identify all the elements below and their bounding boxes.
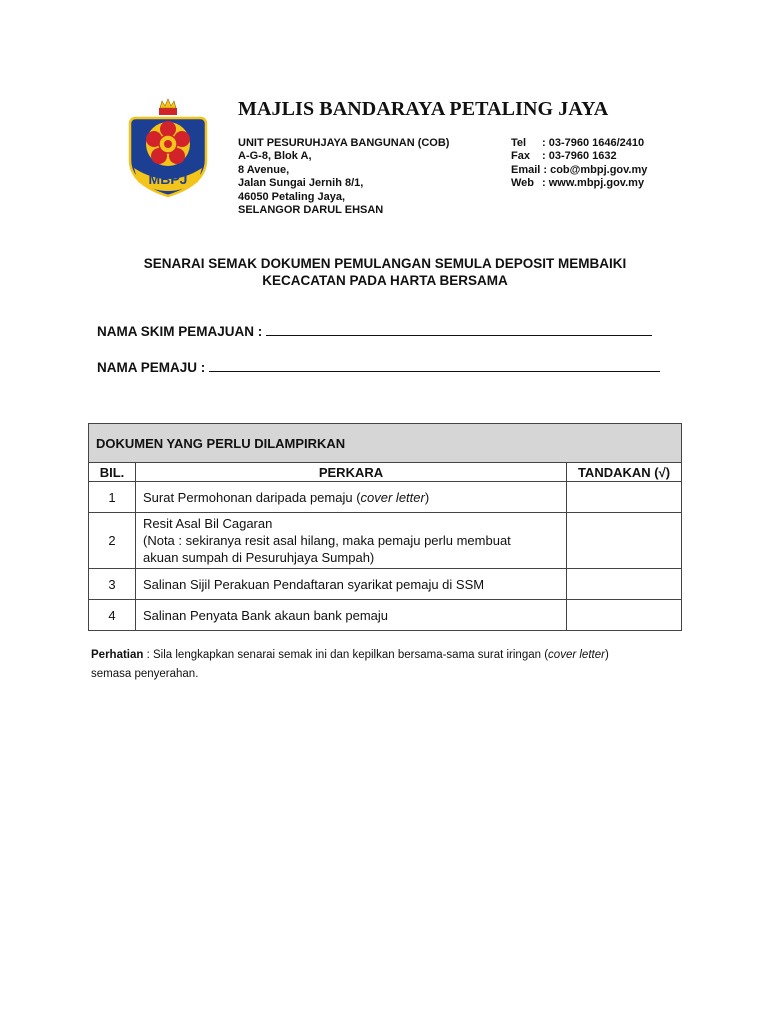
contact-label: Email <box>511 163 541 176</box>
tick-box[interactable] <box>567 513 682 569</box>
row-item-line: (Nota : sekiranya resit asal hilang, maka pemaju perlu membuat <box>143 533 511 548</box>
table-heading-row <box>89 424 682 463</box>
notice-italic: cover letter <box>548 649 605 661</box>
contact-email <box>511 164 647 177</box>
contact-web <box>511 177 647 190</box>
table-row <box>89 569 682 600</box>
address-line: UNIT PESURUHJAYA BANGUNAN (COB) <box>238 137 450 149</box>
row-number: 2 <box>89 513 136 569</box>
address-block <box>238 137 449 217</box>
row-number: 1 <box>89 482 136 513</box>
notice-text-end: ) <box>604 649 609 661</box>
tick-box[interactable] <box>567 482 682 513</box>
notice-line: semasa penyerahan. <box>91 668 199 680</box>
column-header-perkara: PERKARA <box>136 463 567 482</box>
column-header-bil: BIL. <box>89 463 136 482</box>
documents-checklist-table <box>88 423 682 631</box>
scheme-name-label: NAMA SKIM PEMAJUAN : <box>97 324 263 339</box>
notice-paragraph <box>91 646 681 684</box>
contact-block <box>511 137 647 191</box>
table-column-header-row <box>89 463 682 482</box>
developer-name-label: NAMA PEMAJU : <box>97 360 206 375</box>
scheme-name-blank[interactable] <box>266 322 652 336</box>
row-number: 3 <box>89 569 136 600</box>
address-line: 8 Avenue, <box>238 163 290 176</box>
contact-value: : www.mbpj.gov.my <box>542 177 645 190</box>
row-item-line: Resit Asal Bil Cagaran <box>143 516 273 531</box>
address-line: Jalan Sungai Jernih 8/1, <box>238 177 364 190</box>
row-item-text: Surat Permohonan daripada pemaju ( <box>143 489 361 505</box>
row-item-line: akuan sumpah di Pesuruhjaya Sumpah) <box>143 550 375 565</box>
table-row <box>89 513 682 569</box>
scheme-name-field <box>97 322 652 339</box>
contact-label: Web <box>511 177 535 190</box>
organization-title: MAJLIS BANDARAYA PETALING JAYA <box>238 98 609 120</box>
logo-text: MBPJ <box>148 171 188 187</box>
developer-name-field <box>97 358 660 375</box>
row-item-italic: cover letter <box>360 489 425 505</box>
contact-label: Tel <box>511 137 527 149</box>
row-number: 4 <box>89 600 136 631</box>
address-line: A-G-8, Blok A, <box>238 150 312 163</box>
contact-tel <box>511 137 647 150</box>
tick-box[interactable] <box>567 569 682 600</box>
row-item-text-end: ) <box>424 489 430 505</box>
contact-value: : 03-7960 1646/2410 <box>542 137 645 149</box>
contact-value: : 03-7960 1632 <box>542 150 617 163</box>
document-title-line: SENARAI SEMAK DOKUMEN PEMULANGAN SEMULA DEPOSIT MEMBAIKI <box>143 256 627 271</box>
row-item: Salinan Sijil Perakuan Pendaftaran syarikat pemaju di SSM <box>136 569 567 600</box>
crown-icon <box>159 99 177 115</box>
column-header-tandakan: TANDAKAN (√) <box>567 463 682 482</box>
notice-line <box>91 646 681 665</box>
document-title <box>0 255 770 289</box>
mbpj-logo <box>116 98 220 202</box>
notice-label: Perhatian <box>91 649 144 661</box>
table-row <box>89 600 682 631</box>
contact-label: Fax <box>511 150 530 163</box>
table-heading: DOKUMEN YANG PERLU DILAMPIRKAN <box>89 424 682 463</box>
contact-fax <box>511 150 647 163</box>
address-line: 46050 Petaling Jaya, <box>238 190 346 203</box>
contact-value: : cob@mbpj.gov.my <box>543 163 648 176</box>
address-line: SELANGOR DARUL EHSAN <box>238 204 384 217</box>
notice-text: : Sila lengkapkan senarai semak ini dan kepilkan bersama-sama surat iringan ( <box>143 649 549 661</box>
developer-name-blank[interactable] <box>209 358 660 372</box>
tick-box[interactable] <box>567 600 682 631</box>
row-item <box>136 513 567 569</box>
row-item <box>136 482 567 513</box>
document-title-line: KECACATAN PADA HARTA BERSAMA <box>262 273 508 288</box>
table-row <box>89 482 682 513</box>
row-item: Salinan Penyata Bank akaun bank pemaju <box>136 600 567 631</box>
